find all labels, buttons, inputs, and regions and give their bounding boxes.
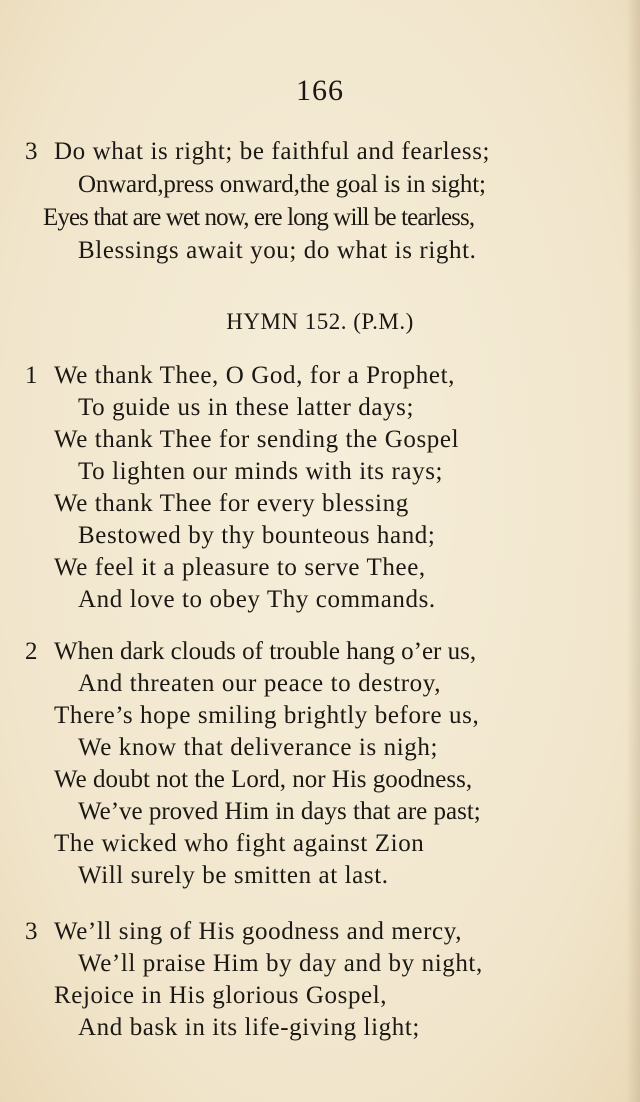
- verse-line: And love to obey Thy commands.: [78, 586, 436, 613]
- verse-line: Will surely be smitten at last.: [78, 862, 389, 889]
- verse-line: And bask in its life-giving light;: [78, 1014, 420, 1041]
- verse-line: Onward,press onward,the goal is in sight;: [78, 171, 486, 198]
- verse-line: We thank Thee for sending the Gospel: [54, 426, 460, 453]
- verse-line: Rejoice in His glorious Gospel,: [54, 982, 388, 1009]
- verse-line: We doubt not the Lord, nor His goodness,: [54, 766, 473, 793]
- verse-line: To guide us in these latter days;: [78, 394, 415, 421]
- verse-line: We’ve proved Him in days that are past;: [78, 798, 481, 825]
- verse-line: We feel it a pleasure to serve Thee,: [54, 554, 426, 581]
- verse-line: Do what is right; be faithful and fearless;: [54, 138, 491, 165]
- verse-line: And threaten our peace to destroy,: [78, 670, 442, 697]
- verse-line: The wicked who fight against Zion: [54, 830, 425, 857]
- page-number: 166: [296, 74, 344, 107]
- verse-line: We thank Thee for every blessing: [54, 490, 409, 517]
- verse-number: 2: [25, 638, 38, 665]
- verse-number: 1: [25, 362, 38, 389]
- verse-line: To lighten our minds with its rays;: [78, 458, 444, 485]
- hymn-title: HYMN 152. (P.M.): [226, 309, 414, 334]
- verse-line: When dark clouds of trouble hang o’er us,: [54, 638, 477, 665]
- verse-line: Blessings await you; do what is right.: [78, 237, 477, 264]
- page-edge-shadow: [626, 0, 640, 1102]
- verse-line: We thank Thee, O God, for a Prophet,: [54, 362, 455, 389]
- verse-number: 3: [25, 918, 38, 945]
- verse-line: Eyes that are wet now, ere long will be tearless,: [43, 204, 475, 231]
- verse-number: 3: [25, 138, 38, 165]
- verse-line: We know that deliverance is nigh;: [78, 734, 439, 761]
- verse-line: There’s hope smiling brightly before us,: [54, 702, 480, 729]
- verse-line: We’ll sing of His goodness and mercy,: [54, 918, 463, 945]
- verse-line: Bestowed by thy bounteous hand;: [78, 522, 436, 549]
- verse-line: We’ll praise Him by day and by night,: [78, 950, 483, 977]
